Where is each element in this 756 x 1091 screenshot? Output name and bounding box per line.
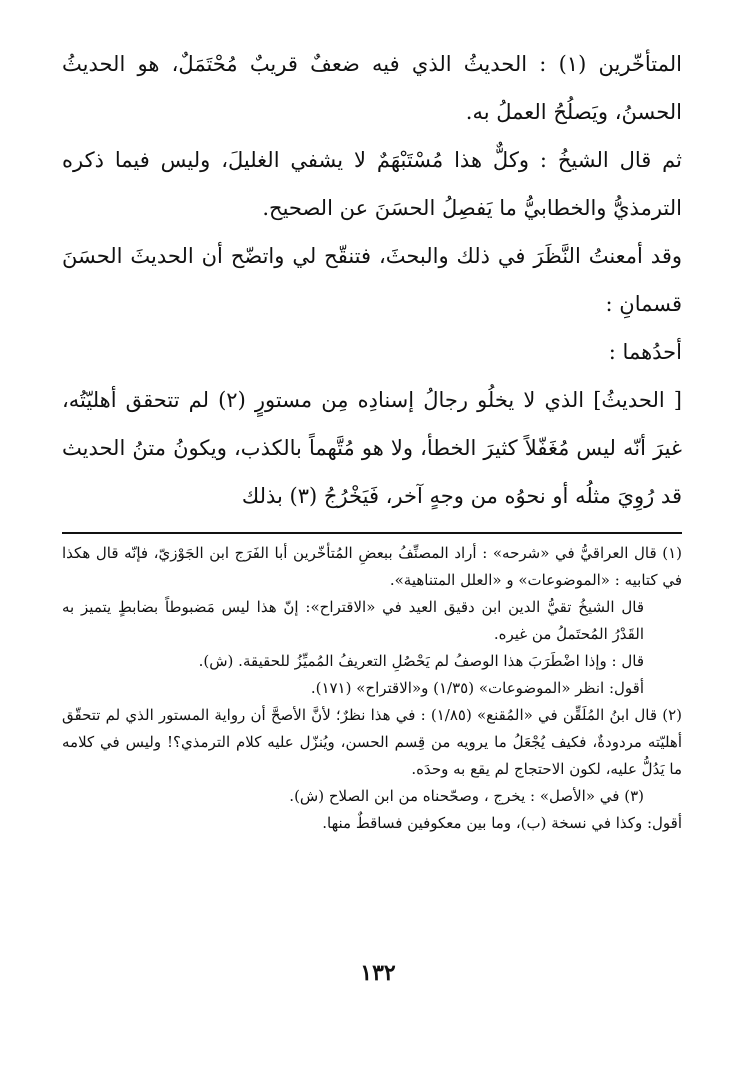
footnote-1-line-1: (١) قال العراقيُّ في «شرحه» : أراد المصنِّفُ ببعضِ المُتأخّرين أبا الفَرَج ابن الجَوْزيّ، فإنّه قال هكذا في كتابيه : «الموضوعات» و «العلل المتناهية». <box>62 544 682 589</box>
page-number: ١٣٢ <box>360 960 396 986</box>
footnote-3-line-1: (٣) في «الأصل» : يخرج ، وصحّحناه من ابن الصلاح (ش). <box>289 787 644 805</box>
footnotes <box>62 540 682 837</box>
footnote-1-line-2: قال الشيخُ تقيُّ الدين ابن دقيق العيد في «الاقتراح»: إنّ هذا ليس مَضبوطاً بضابطٍ يتميز به القَدْرُ المُحتَملُ من غيره. <box>62 598 644 643</box>
paragraph-2: ثم قال الشيخُ : وكلٌّ هذا مُسْتَبْهَمٌ لا يشفي الغليلَ، وليس فيما ذكره الترمذيُّ والخطابيُّ ما يَفصِلُ الحسَنَ عن الصحيح. <box>62 148 682 220</box>
footnote-divider <box>62 532 682 534</box>
paragraph-3: وقد أمعنتُ النَّظَرَ في ذلك والبحثَ، فتنقّح لي واتضّح أن الحديثَ الحسَنَ قسمانِ : <box>62 244 682 316</box>
paragraph-4: أحدُهما : <box>608 340 682 364</box>
paragraph-1: المتأخّرين (١) : الحديثُ الذي فيه ضعفٌ قريبٌ مُحْتَمَلٌ، هو الحديثُ الحسنُ، ويَصلُحُ العملُ به. <box>62 52 682 124</box>
footnote-3-line-2: أقول: وكذا في نسخة (ب)، وما بين معكوفين فساقطٌ منها. <box>322 814 682 832</box>
footnote-1-line-3: قال : وإذا اضْطَرَبَ هذا الوصفُ لم يَحْصُلِ التعريفُ المُميِّزُ للحقيقة. (ش). <box>198 652 644 670</box>
book-page <box>62 40 682 837</box>
footnote-2: (٢) قال ابنُ المُلَقِّن في «المُقنع» (١/٨٥) : في هذا نظرٌ؛ لأنَّ الأصحَّ أن رواية المستور الذي لم تتحقّق أهليّته مردودةٌ، فكيف يُجْعَلُ ما يرويه من قِسم الحسن، ويُنزّل عليه كلام الترمذي؟! وليس في كلامه ما يَدُلُّ عليه، لكون الاحتجاج لم يقع به وحدَه. <box>62 706 682 778</box>
paragraph-5: [ الحديثُ] الذي لا يخلُو رجالُ إسنادِه مِن مستورٍ (٢) لم تتحقق أهليّتُه، غيرَ أنّه ليس مُغَفّلاً كثيرَ الخطأ، ولا هو مُتَّهماً بالكذب، ويكونُ متنُ الحديث قد رُوِيَ مثلُه أو نحوُه من وجهٍ آخر، فَيَخْرُجُ (٣) بذلك <box>62 388 682 508</box>
main-text <box>62 40 682 520</box>
footnote-1-line-4: أقول: انظر «الموضوعات» (١/٣٥) و«الاقتراح» (١٧١). <box>310 679 644 697</box>
